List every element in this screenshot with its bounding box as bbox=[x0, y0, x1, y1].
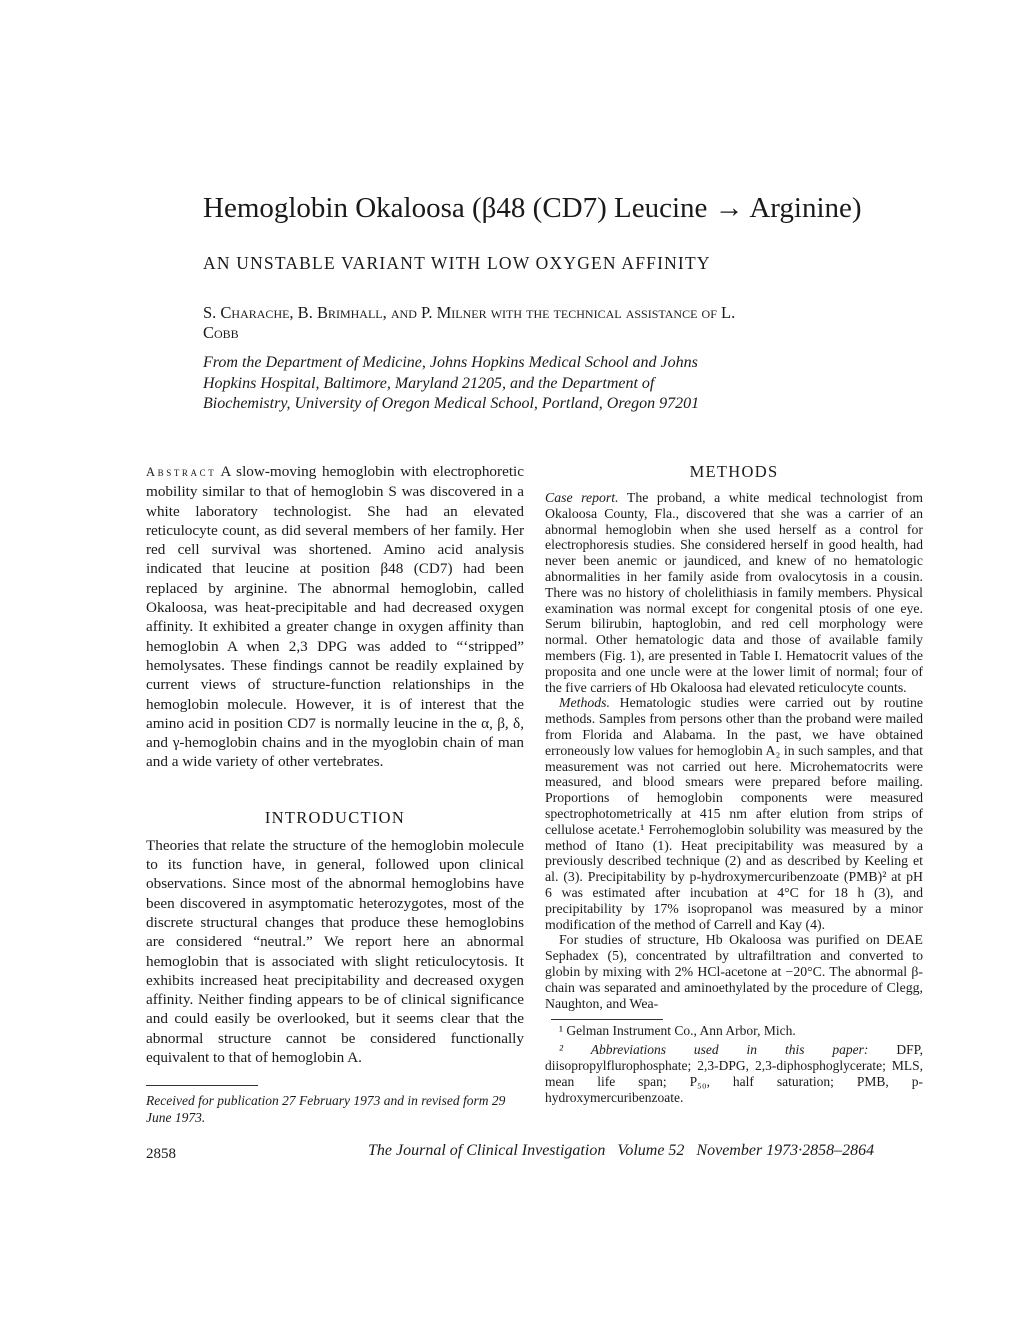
right-column bbox=[545, 462, 923, 1106]
footnote-2-label: ² Abbreviations used in this paper: bbox=[559, 1042, 869, 1058]
footnote-1: ¹ Gelman Instrument Co., Ann Arbor, Mich. bbox=[559, 1023, 796, 1039]
page-number: 2858 bbox=[146, 1146, 176, 1162]
received-note: Received for publication 27 February 1973 and in revised form 29 June 1973. bbox=[146, 1093, 506, 1125]
affiliation: From the Department of Medicine, Johns Hopkins Medical School and Johns Hopkins Hospital, Baltimore, Maryland 21205, and the Department of Biochemistry, University of Oregon Medical School, Portland, Oregon 97201 bbox=[203, 354, 700, 412]
case-report-text: The proband, a white medical technologist from Okaloosa County, Fla., discovered that she was a carrier of an abnormal hemoglobin when she used herself as a control for electrophoresis studies. She considered herself in good health, had never been anemic or jaundiced, and knew of no hematologic abnormalities in her family aside from ovalocytosis in a cousin. There was no history of cholelithiasis in family members. Physical examination was normal except for congenital ptosis of one eye. Serum bilirubin, haptoglobin, and red cell morphology were normal. Other hematologic data and those of available family members (Fig. 1), are presented in Table I. Hematocrit values of the proposita and one uncle were at the lower limit of normal; four of the five carriers of Hb Okaloosa had elevated reticulocyte counts. bbox=[545, 490, 923, 695]
introduction-heading: INTRODUCTION bbox=[264, 807, 406, 827]
journal-name: The Journal of Clinical Investigation bbox=[368, 1142, 606, 1159]
methods-paragraph bbox=[545, 695, 923, 932]
page-footer bbox=[146, 1142, 926, 1164]
received-divider bbox=[146, 1085, 258, 1086]
footnote-divider bbox=[551, 1019, 663, 1020]
footnote-2 bbox=[545, 1042, 923, 1106]
journal-issue: November 1973·2858–2864 bbox=[696, 1142, 875, 1159]
article-subtitle: AN UNSTABLE VARIANT WITH LOW OXYGEN AFFINITY bbox=[203, 253, 711, 273]
case-report-label: Case report. bbox=[545, 490, 619, 505]
methods-label: Methods. bbox=[559, 695, 610, 711]
methods-heading: METHODS bbox=[689, 462, 779, 481]
abstract bbox=[146, 462, 524, 772]
methods-text: Hematologic studies were carried out by routine methods. Samples from persons other than the proband were mailed from Florida and Alabama. In the past, we have obtained erroneously low values for hemoglobin A₂ in such samples, and that measurement was not carried out here. Microhematocrits were measured, and blood smears were prepared before mailing. Proportions of hemoglobin components were measured spectrophotometrically at 415 nm after elution from strips of cellulose acetate.¹ Ferrohemoglobin solubility was measured by the method of Itano (1). Heat precipitability was measured by a previously described technique (2) and as described by Keeling et al. (3). Precipitability by p-hydroxymercuribenzoate (PMB)² at pH 6 was estimated after incubation at 4°C for 18 h (3), and precipitability by 17% isopropanol was measured by a minor modification of the method of Carrell and Kay (4). bbox=[545, 695, 924, 932]
author-list: S. Charache, B. Brimhall, and P. Milner with the technical assistance of L. Cobb bbox=[203, 303, 736, 342]
journal-citation bbox=[368, 1142, 874, 1160]
article-title: Hemoglobin Okaloosa (β48 (CD7) Leucine → Arginine) bbox=[203, 192, 862, 224]
footnote-2-text: DFP, diisopropylflurophosphate; 2,3-DPG, 2,3-diphosphoglycerate; MLS, mean life span; P₅₀, half saturation; PMB, p-hydroxymercuribenzoate. bbox=[545, 1042, 924, 1106]
journal-volume: Volume 52 bbox=[617, 1142, 685, 1159]
left-column bbox=[146, 462, 524, 1126]
structure-paragraph: For studies of structure, Hb Okaloosa was purified on DEAE Sephadex (5), concentrated by ultrafiltration and converted to globin by mixing with 2% HCl-acetone at −20°C. The abnormal β-chain was separated and aminoethylated by the procedure of Clegg, Naughton, and Wea- bbox=[545, 932, 923, 1011]
abstract-label: Abstract bbox=[146, 465, 217, 479]
case-report-paragraph bbox=[545, 490, 923, 695]
introduction-text: Theories that relate the structure of the hemoglobin molecule to its function have, in general, followed upon clinical observations. Since most of the abnormal hemoglobins have been discovered in asymptomatic heterozygotes, most of the discrete structural changes that produce these hemoglobins are considered “neutral.” We report here an abnormal hemoglobin that is associated with slight reticulocytosis. It exhibits increased heat precipitability and decreased oxygen affinity. Neither finding appears to be of clinical significance and could easily be overlooked, but it seems clear that the abnormal structure cannot be considered functionally equivalent to that of hemoglobin A. bbox=[146, 836, 524, 1067]
abstract-text: A slow-moving hemoglobin with electrophoretic mobility similar to that of hemoglobin S was discovered in a white laboratory technologist. She had an elevated reticulocyte count, as did several members of her family. Her red cell survival was shortened. Amino acid analysis indicated that leucine at position β48 (CD7) had been replaced by arginine. The abnormal hemoglobin, called Okaloosa, was heat-precipitable and had decreased oxygen affinity. It exhibited a greater change in oxygen affinity than hemoglobin A when 2,3 DPG was added to “‘stripped” hemolysates. These findings cannot be readily explained by current views of structure-function relationships in the hemoglobin molecule. However, it is of interest that the amino acid in position CD7 is normally leucine in the α, β, δ, and γ-hemoglobin chains and in the myoglobin chain of man and a wide variety of other vertebrates. bbox=[146, 463, 524, 771]
